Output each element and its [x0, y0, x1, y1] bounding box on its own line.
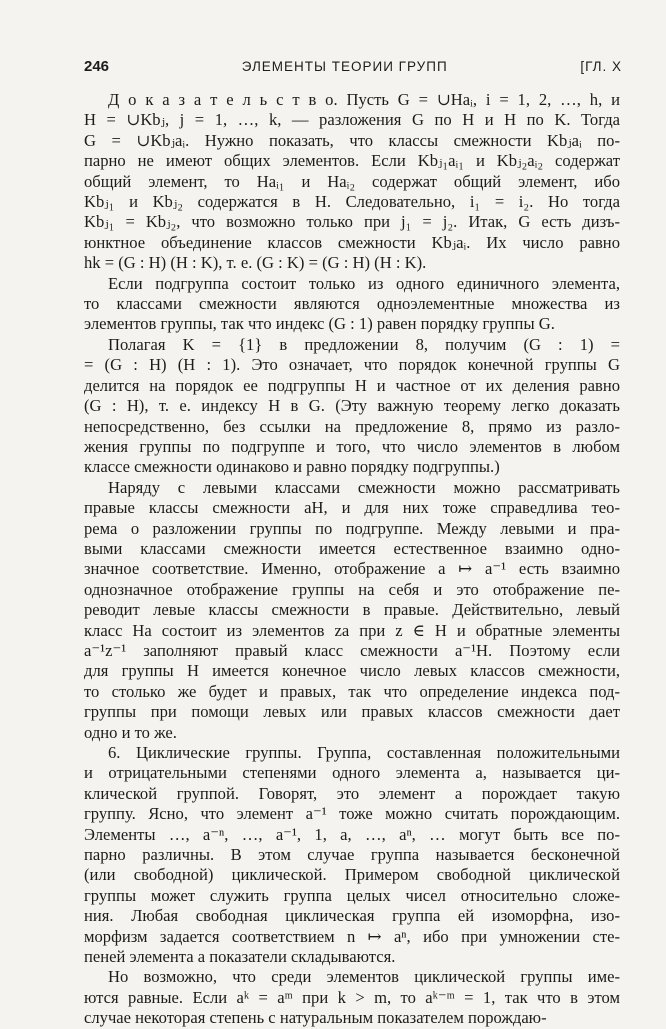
text-line: клической группой. Говорят, это элемент a порождает такую	[84, 783, 620, 803]
text-line: непосредственно, без ссылки на предложение 8, прямо из разло-	[84, 416, 620, 436]
paragraph	[84, 743, 620, 967]
text-line: одно и то же.	[84, 722, 177, 742]
text-line: G = ∪Kbⱼaᵢ. Нужно показать, что классы смежности Kbⱼaᵢ по-	[84, 130, 620, 150]
text-line: юнктное объединение классов смежности Kbⱼaᵢ. Их число равно	[84, 232, 620, 252]
section-heading-line: 6. Циклические группы. Группа, составленная положительными	[108, 743, 620, 762]
text-line: группы может служить группа целых чисел относительно сложе-	[84, 885, 620, 905]
text-line: выми классами смежности имеется естественное взаимно одно-	[84, 538, 620, 558]
text-line: (или свободной) циклической. Примером свободной циклической	[84, 865, 620, 885]
text-line: рема о разложении группы по подгруппе. Между левыми и пра-	[84, 518, 620, 538]
paragraph	[84, 967, 620, 1028]
running-title: ЭЛЕМЕНТЫ ТЕОРИИ ГРУПП	[241, 59, 448, 74]
paragraph	[84, 478, 620, 743]
running-header	[84, 58, 622, 75]
text-line: ются равные. Если aᵏ = aᵐ при k > m, то aᵏ⁻ᵐ = 1, так что в этом	[84, 987, 620, 1007]
text-line: группы при помощи левых или правых классов смежности дает	[84, 702, 620, 722]
text-line: Kbⱼ₁ = Kbⱼ₂, что возможно только при j₁ = j₂. Итак, G есть дизъ-	[84, 212, 620, 232]
text-line: элементов группы, так что индекс (G : 1) равен порядку группы G.	[84, 314, 555, 334]
text-line: Д о к а з а т е л ь с т в о. Пусть G = ∪Haᵢ, i = 1, 2, …, h, и	[108, 90, 620, 109]
text-line: общий элемент, то Haᵢ₁ и Haᵢ₂ содержат общий элемент, ибо	[84, 171, 620, 191]
text-line: значное соответствие. Именно, отображение a ↦ a⁻¹ есть взаимно	[84, 559, 620, 579]
text-line: ния. Любая свободная циклическая группа ей изоморфна, изо-	[84, 906, 620, 926]
text-line: Полагая K = {1} в предложении 8, получим (G : 1) =	[108, 334, 620, 354]
page-number: 246	[84, 58, 110, 75]
text-line: Наряду с левыми классами смежности можно рассматривать	[108, 477, 620, 497]
text-line: парно различны. В этом случае группа называется бесконечной	[84, 845, 620, 865]
text-line: для группы H имеется конечное число левых классов смежности,	[84, 661, 620, 681]
text-line: Но возможно, что среди элементов циклической группы име-	[108, 967, 620, 987]
text-line: класс Ha состоит из элементов za при z ∈ H и обратные элементы	[84, 620, 620, 640]
text-line: то классами смежности являются одноэлементные множества из	[84, 294, 620, 314]
text-line: парно не имеют общих элементов. Если Kbⱼ₁aᵢ₁ и Kbⱼ₂aᵢ₂ содержат	[84, 151, 620, 171]
text-line: группу. Ясно, что элемент a⁻¹ тоже можно считать порождающим.	[84, 804, 620, 824]
text-line: Kbⱼ₁ и Kbⱼ₂ содержатся в H. Следовательно, i₁ = i₂. Но тогда	[84, 192, 620, 212]
text-line: классе смежности одинаково и равно порядку подгруппы.)	[84, 457, 500, 477]
text-line: морфизм задается соответствием n ↦ aⁿ, ибо при умножении сте-	[84, 926, 620, 946]
text-line: a⁻¹z⁻¹ заполняют правый класс смежности a⁻¹H. Поэтому если	[84, 640, 620, 660]
text-line: H = ∪Kbⱼ, j = 1, …, k, — разложения G по H и H по K. Тогда	[84, 110, 620, 130]
text-line: Если подгруппа состоит только из одного единичного элемента,	[108, 273, 620, 293]
paragraph	[84, 274, 620, 335]
text-line: пеней элемента a показатели складываются.	[84, 947, 396, 967]
text-line: (G : H), т. е. индексу H в G. (Эту важную теорему легко доказать	[84, 396, 620, 416]
text-line: и отрицательными степенями одного элемента a, называется ци-	[84, 763, 620, 783]
paragraph	[84, 90, 620, 274]
text-line: = (G : H) (H : 1). Это означает, что порядок конечной группы G	[84, 355, 620, 375]
text-line: Элементы …, a⁻ⁿ, …, a⁻¹, 1, a, …, aⁿ, … могут быть все по-	[84, 824, 620, 844]
text-line: то столько же будет и правых, так что определение индекса под-	[84, 681, 620, 701]
text-line: hk = (G : H) (H : K), т. е. (G : K) = (G : H) (H : K).	[84, 253, 427, 273]
text-line: случае некоторая степень с натуральным показателем порождаю-	[84, 1008, 547, 1028]
text-line: однозначное отображение группы на себя и это отображение пе-	[84, 579, 620, 599]
page-body	[84, 90, 620, 1029]
text-line: жения группы по подгруппе и того, что число элементов в любом	[84, 436, 620, 456]
paragraph	[84, 335, 620, 478]
text-line: делится на порядок ее подгруппы H и частное от их деления равно	[84, 375, 620, 395]
chapter-label: [ГЛ. X	[580, 59, 622, 74]
text-line: реводит левые классы смежности в правые. Действительно, левый	[84, 600, 620, 620]
text-line: правые классы смежности aH, и для них тоже справедлива тео-	[84, 498, 620, 518]
